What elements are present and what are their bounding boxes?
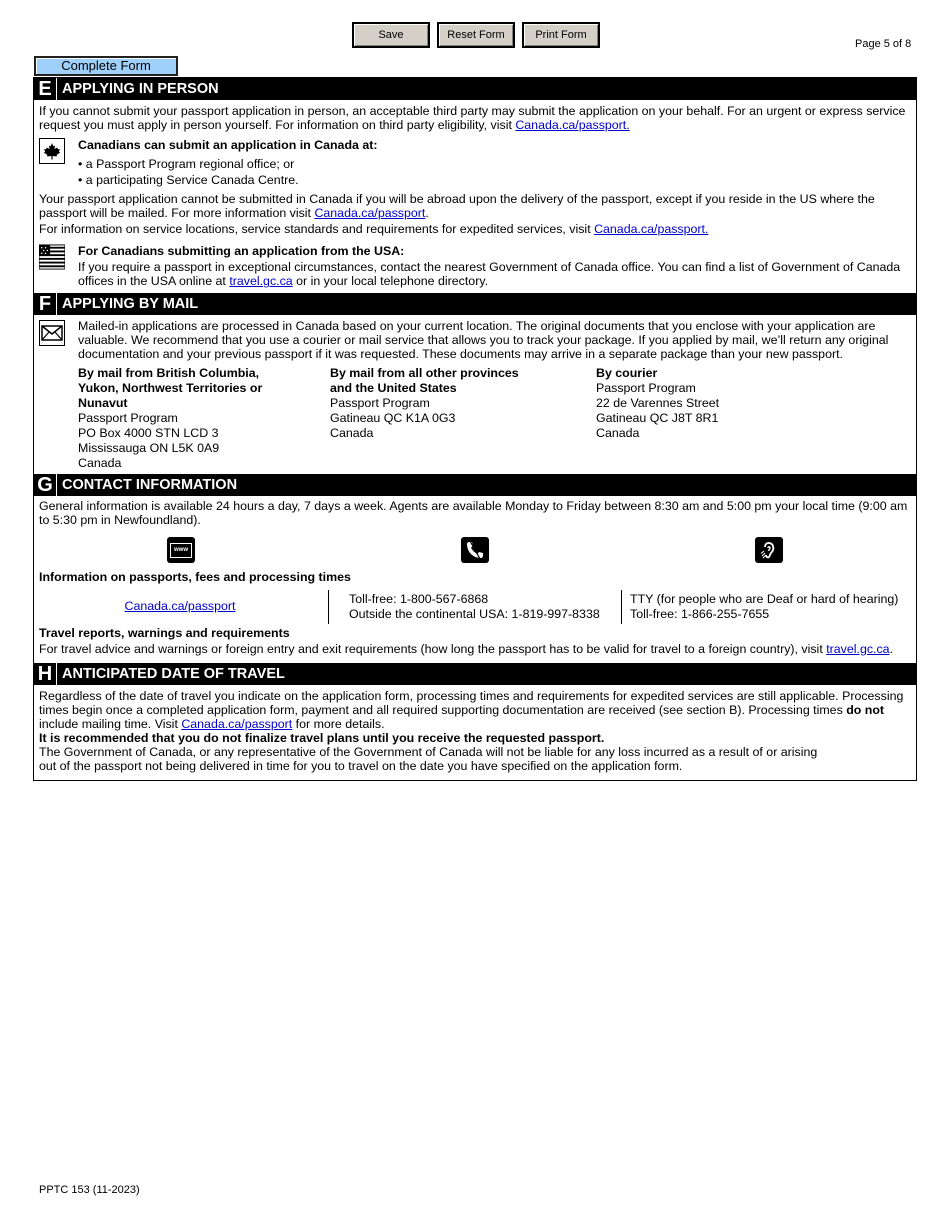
contact-web-column [39,599,321,613]
contact-intro: General information is available 24 hours a day, 7 days a week. Agents are available Monday to Friday between 8:30 am and 5:00 pm your local time (9:00 am to 5:30 pm in Newfoundland). [39,499,908,528]
section-e-header [34,78,916,100]
canada-passport-link[interactable]: Canada.ca/passport. [515,118,630,133]
canada-passport-link[interactable]: Canada.ca/passport. [594,222,709,236]
column-divider [621,590,622,624]
form-toolbar [352,22,600,48]
hearing-icon [755,537,783,563]
section-f-header [34,293,916,315]
canada-flag-icon [39,138,65,164]
service-paragraph: For information on service locations, service standards and requirements for expedited services, visit Canada.ca/passport. [39,222,709,236]
list-item: • a participating Service Canada Centre. [78,173,299,188]
canada-passport-link[interactable]: Canada.ca/passport [314,206,426,221]
canada-locations-list [78,157,299,188]
mail-intro: Mailed-in applications are processed in Canada based on your current location. The original documents that you enclose with your application are valuable. We recommend that you use a courier or mail service that allows you to track your package. If you applied by mail, we’ll return any original documentation and your previous passport if it was requested. These documents may arrive in a separate package than your new passport. [78,319,889,361]
section-g-header [34,474,916,496]
envelope-icon [39,320,65,346]
section-title: APPLYING BY MAIL [62,296,199,312]
section-title: ANTICIPATED DATE OF TRAVEL [62,666,285,682]
us-flag-icon [39,244,65,270]
mail-column-other: By mail from all other provinces and the United States Passport Program Gatineau QC K1A 0G3 Canada [330,366,519,440]
section-e-intro: If you cannot submit your passport application in person, an acceptable third party may submit the application on your behalf. For an urgent or express service request you must apply in person yourself. For information on third party eligibility, visit Canada.ca/passport. [39,104,906,133]
info-heading: Information on passports, fees and processing times [39,570,351,584]
section-title: CONTACT INFORMATION [62,477,238,493]
canada-heading: Canadians can submit an application in Canada at: [78,138,378,152]
travel-gc-link[interactable]: travel.gc.ca [826,642,890,656]
mail-column-courier: By courier Passport Program 22 de Varennes Street Gatineau QC J8T 8R1 Canada [596,366,720,440]
section-letter: H [34,663,57,685]
section-letter: G [34,474,57,496]
mail-column-bc: By mail from British Columbia, Yukon, Northwest Territories or Nunavut Passport Program PO Box 4000 STN LCD 3 Mississauga ON L5K 0A9 Canada [78,366,263,470]
travel-date-paragraph: Regardless of the date of travel you indicate on the application form, processing times and requirements for expedited services are still applicable. Processing times begin once a completed application form, payment and all required supporting documentation are received (see section B). Processing times do not include mailing time. Visit Canada.ca/passport for more details. It is recommended that you do not finalize travel plans until you receive the requested passport. The Government of Canada, or any representative of the Government of Canada will not be liable for any loss incurred as a result of or arising out of the passport not being delivered in time for you to travel on the date you have specified on the application form. [39,689,904,773]
section-h-header [34,663,916,685]
reset-form-button[interactable]: Reset Form [437,22,515,48]
contact-phone-column: Toll-free: 1-800-567-6868 Outside the continental USA: 1-819-997-8338 [349,592,600,621]
form-code-footer: PPTC 153 (11-2023) [39,1184,140,1196]
section-letter: F [34,293,57,315]
complete-form-tab[interactable]: Complete Form [34,56,178,76]
usa-heading: For Canadians submitting an application from the USA: [78,244,405,258]
print-form-button[interactable]: Print Form [522,22,600,48]
travel-heading: Travel reports, warnings and requirements [39,626,290,640]
column-divider [328,590,329,624]
section-title: APPLYING IN PERSON [62,81,219,97]
contact-tty-column: TTY (for people who are Deaf or hard of hearing) Toll-free: 1-866-255-7655 [630,592,899,621]
canada-passport-link[interactable]: Canada.ca/passport [181,717,293,731]
form-page [33,77,917,781]
travel-gc-link[interactable]: travel.gc.ca [229,274,293,289]
save-button[interactable]: Save [352,22,430,48]
page-number: Page 5 of 8 [855,38,912,50]
www-icon: www [167,537,195,563]
section-letter: E [34,78,57,100]
abroad-paragraph: Your passport application cannot be submitted in Canada if you will be abroad upon the delivery of the passport, except if you reside in the US where the passport will be mailed. For more information visit Canada.ca/passport. [39,192,875,221]
canada-passport-link[interactable]: Canada.ca/passport [124,599,236,613]
list-item: • a Passport Program regional office; or [78,157,295,171]
travel-paragraph: For travel advice and warnings or foreign entry and exit requirements (how long the passport has to be valid for travel to a foreign country), visit travel.gc.ca. [39,642,894,656]
phone-icon [461,537,489,563]
usa-paragraph: If you require a passport in exceptional circumstances, contact the nearest Government of Canada office. You can find a list of Government of Canada offices in the USA online at travel.gc.ca or in your local telephone directory. [78,260,901,289]
